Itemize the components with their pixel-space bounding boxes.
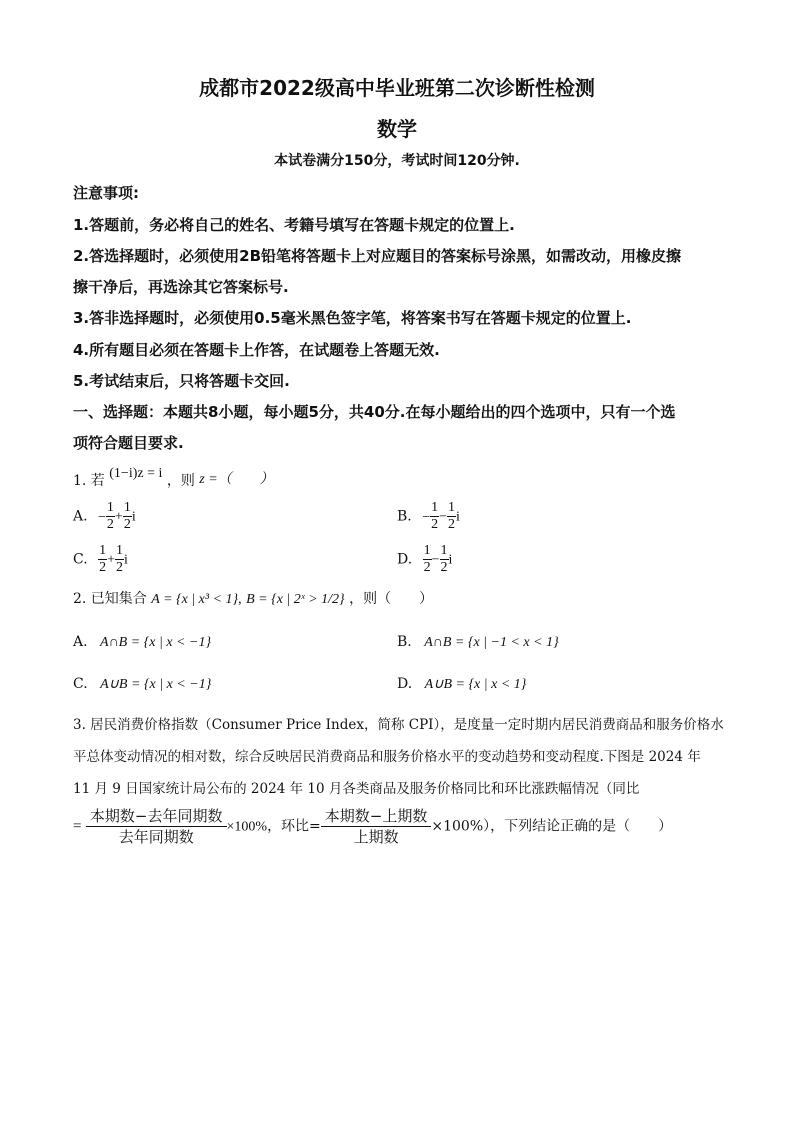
question-2-set-a: A = {x | x³ < 1} [151, 592, 239, 607]
option-label: D. [397, 676, 413, 692]
notes-heading: 注意事项: [73, 184, 139, 202]
note-item: 4.所有题目必须在答题卡上作答，在试题卷上答题无效. [73, 341, 440, 359]
option-text: A∪B = {x | x < −1} [100, 677, 212, 692]
note-item: 1.答题前，务必将自己的姓名、考籍号填写在答题卡规定的位置上. [73, 216, 515, 234]
option-text: A∩B = {x | x < −1} [100, 635, 212, 650]
question-3-line-2: 平总体变动情况的相对数，综合反映居民消费商品和服务价格水平的变动趋势和变动程度.下图是 2024 年 [73, 749, 701, 765]
q2-option-b [397, 634, 559, 651]
question-1-prefix: 1. 若 [73, 473, 105, 489]
question-3-line-1: 3. 居民消费价格指数（Consumer Price Index，简称 CPI），是度量一定时期内居民消费商品和服务价格水 [73, 717, 724, 733]
yoy-denominator: 去年同期数 [118, 828, 194, 846]
option-label: D. [397, 551, 413, 568]
mom-numerator: 本期数−上期数 [321, 806, 432, 827]
q1-option-a: A. − $\frac{1}{2}$ + $\frac{1}{2}$ i [73, 500, 136, 532]
q1-option-c: C. $\frac{1}{2}$ + $\frac{1}{2}$ i [73, 543, 128, 575]
exam-info: 本试卷满分150分，考试时间120分钟. [274, 153, 520, 169]
option-text: A∩B = {x | −1 < x < 1} [424, 635, 559, 650]
q1-option-d: D. $\frac{1}{2}$ − $\frac{1}{2}$ i [397, 543, 453, 575]
option-label: C. [73, 676, 88, 692]
question-2-prefix: 2. 已知集合 [73, 591, 147, 607]
option-label: B. [397, 634, 412, 650]
question-3-formula: = $\frac{\text{本期数−去年同期数}}{\text{去年同期数}}$ ×100%，环比= $\frac{\text{本期数−上期数}}{\text{上期数}}$ ×100%），下列结论正确的是（ ） [73, 807, 673, 846]
question-2: 2. 已知集合 A = {x | x³ < 1}, B = {x | 2ˣ > 1/2} ，则（ ） [73, 591, 434, 607]
question-1-condition: (1−i)z = i [109, 466, 163, 481]
q2-option-d [397, 676, 526, 693]
section-heading: 一、选择题：本题共8小题，每小题5分，共40分.在每小题给出的四个选项中，只有一个选 [73, 403, 676, 421]
question-1-ask: z =（ ） [199, 472, 274, 487]
option-label: A. [73, 508, 88, 525]
times-100: ×100% [226, 819, 268, 835]
option-text: A∪B = {x | x < 1} [424, 677, 527, 692]
q2-option-a [73, 634, 211, 651]
note-item: 3.答非选择题时，必须使用0.5毫米黑色签字笔，将答案书写在答题卡规定的位置上. [73, 309, 632, 327]
option-label: B. [397, 508, 412, 525]
note-item: 5.考试结束后，只将答题卡交回. [73, 372, 290, 390]
question-2-suffix: ，则（ ） [349, 591, 434, 607]
question-2-set-b: B = {x | 2ˣ > 1/2} [246, 592, 345, 607]
yoy-numerator: 本期数−去年同期数 [86, 806, 227, 827]
page-title: 成都市2022级高中毕业班第二次诊断性检测 [199, 76, 595, 100]
note-item: 2.答选择题时，必须使用2B铅笔将答题卡上对应题目的答案标号涂黑，如需改动，用橡皮擦 [73, 247, 682, 265]
option-label: C. [73, 551, 88, 568]
mom-denominator: 上期数 [353, 828, 399, 846]
question-3-tail: ×100%），下列结论正确的是（ ） [431, 818, 673, 835]
q2-option-c [73, 676, 211, 693]
yoy-fraction [86, 806, 227, 847]
subject-title: 数学 [377, 117, 417, 141]
mom-fraction [321, 806, 432, 847]
question-1 [73, 466, 274, 490]
note-item: 擦干净后，再选涂其它答案标号. [73, 278, 289, 296]
q1-option-b: B. − $\frac{1}{2}$ − $\frac{1}{2}$ i [397, 500, 460, 532]
mom-sep: ，环比= [267, 818, 321, 835]
question-1-mid: ，则 [166, 473, 195, 489]
question-3-line-3: 11 月 9 日国家统计局公布的 2024 年 10 月各类商品及服务价格同比和环比涨跌幅情况（同比 [73, 781, 640, 797]
section-heading-cont: 项符合题目要求. [73, 434, 184, 452]
option-label: A. [73, 634, 88, 650]
